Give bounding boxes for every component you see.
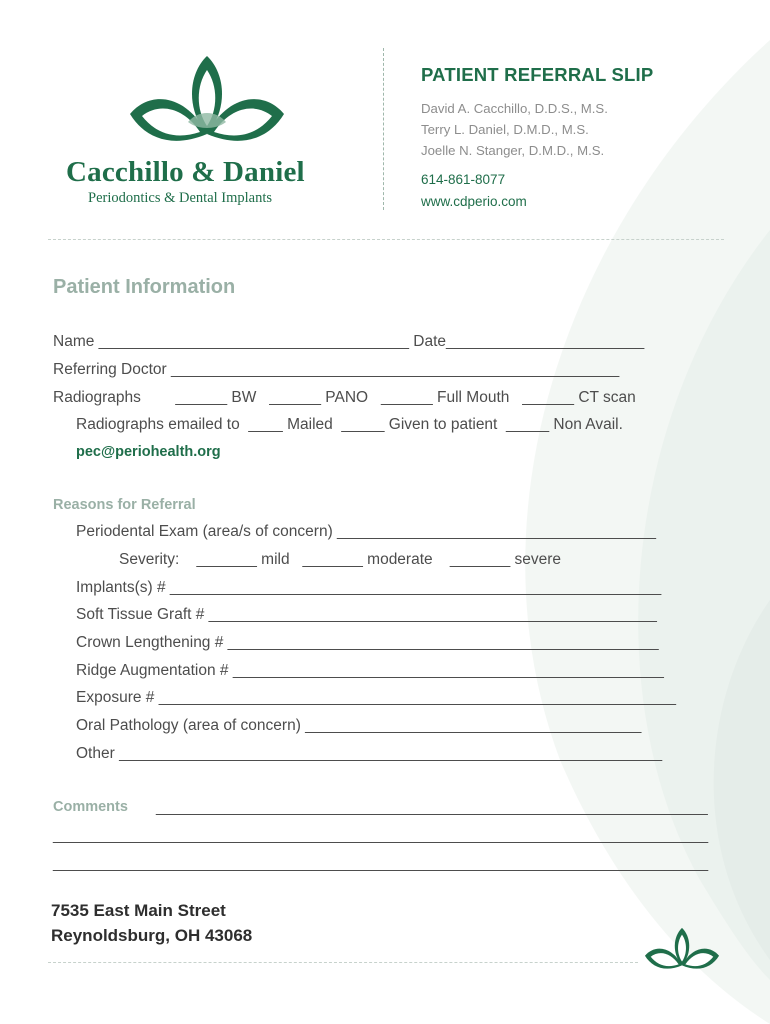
header-divider	[383, 48, 384, 210]
periodontal-exam-row[interactable]: Periodental Exam (area/s of concern) _____________________________________	[76, 523, 656, 540]
header-bottom-divider	[48, 239, 724, 240]
website-link[interactable]: www.cdperio.com	[421, 194, 527, 209]
oral-pathology-row[interactable]: Oral Pathology (area of concern) _______________________________________	[76, 717, 642, 734]
small-leaf-logo-icon	[644, 925, 720, 975]
radiographs-row[interactable]: Radiographs ______ BW ______ PANO ______ Full Mouth ______ CT scan	[53, 389, 636, 406]
implants-row[interactable]: Implants(s) # _________________________________________________________	[76, 579, 662, 596]
name-date-row[interactable]: Name ____________________________________ Date_______________________	[53, 333, 645, 350]
footer-divider	[48, 962, 638, 963]
email-address[interactable]: pec@periohealth.org	[76, 444, 221, 460]
doctor-name: Joelle N. Stanger, D.M.D., M.S.	[421, 143, 605, 158]
referring-doctor-row[interactable]: Referring Doctor ____________________________________________________	[53, 361, 620, 378]
slip-title: PATIENT REFERRAL SLIP	[421, 64, 654, 85]
severity-row[interactable]: Severity: _______ mild _______ moderate _______ severe	[119, 551, 562, 568]
comments-line[interactable]: ____________________________________________________________________________	[53, 827, 709, 844]
soft-tissue-graft-row[interactable]: Soft Tissue Graft # ____________________________________________________	[76, 606, 657, 623]
other-row[interactable]: Other _______________________________________________________________	[76, 745, 663, 762]
practice-address	[51, 898, 252, 948]
doctor-name: David A. Cacchillo, D.D.S., M.S.	[421, 101, 608, 116]
phone-number: 614-861-8077	[421, 172, 506, 187]
practice-subtitle: Periodontics & Dental Implants	[88, 190, 273, 206]
exposure-row[interactable]: Exposure # ____________________________________________________________	[76, 689, 676, 706]
comments-line[interactable]: ________________________________________________________________	[156, 799, 708, 816]
doctor-list	[421, 98, 608, 161]
patient-info-heading: Patient Information	[53, 276, 236, 298]
practice-name: Cacchillo & Daniel	[66, 156, 305, 188]
comments-line[interactable]: ____________________________________________________________________________	[53, 855, 709, 872]
doctor-name: Terry L. Daniel, D.M.D., M.S.	[421, 122, 589, 137]
reasons-heading: Reasons for Referral	[53, 497, 196, 513]
contact-info	[421, 169, 527, 213]
leaf-logo-icon	[128, 52, 286, 152]
crown-lengthening-row[interactable]: Crown Lengthening # __________________________________________________	[76, 634, 659, 651]
address-street: 7535 East Main Street	[51, 901, 226, 920]
radiographs-delivery-row[interactable]: Radiographs emailed to ____ Mailed _____ Given to patient _____ Non Avail.	[76, 416, 623, 433]
comments-heading: Comments	[53, 799, 128, 815]
ridge-augmentation-row[interactable]: Ridge Augmentation # __________________________________________________	[76, 662, 664, 679]
address-city: Reynoldsburg, OH 43068	[51, 926, 253, 945]
